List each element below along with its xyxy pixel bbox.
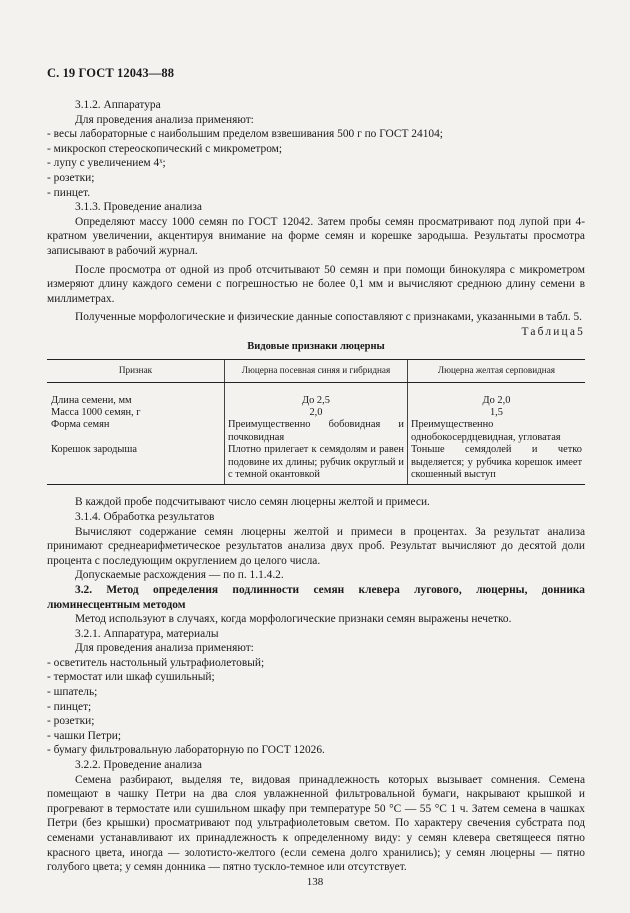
table-cell: Тоньше семядолей и четко выделяется; у рубчика корешок имеет скошенный выступ <box>407 444 585 485</box>
table-title: Видовые признаки люцерны <box>247 340 385 352</box>
list-item: - лупу с увеличением 4ˣ; <box>47 157 166 170</box>
intro-text: Для проведения анализа применяют: <box>75 642 254 655</box>
table-header-cell: Люцерна желтая серповидная <box>407 360 585 382</box>
paragraph: В каждой пробе подсчитывают число семян люцерны желтой и примеси. <box>75 496 430 509</box>
table-header-row <box>47 360 585 382</box>
list-item: - розетки; <box>47 171 95 184</box>
table-cell: Преимущественно однобокосердцевидная, угловатая <box>407 419 585 444</box>
section-title: 3.1.3. Проведение анализа <box>75 201 202 214</box>
table-header-cell: Признак <box>47 360 225 382</box>
table-cell: 2,0 <box>225 407 408 419</box>
list-item: - пинцет. <box>47 186 91 199</box>
page-header: С. 19 ГОСТ 12043—88 <box>47 66 175 80</box>
paragraph: Определяют массу 1000 семян по ГОСТ 12042. Затем пробы семян просматривают под лупой при 4-кратном увеличении, акцентируя внимание на форме семян и корешке зародыша. Результаты просмотра записывают в рабочий журнал. <box>47 215 585 257</box>
paragraph: Семена разбирают, выделяя те, видовая принадлежность которых вызывает сомнения. Семена помещают в чашку Петри на два слоя увлажненной фильтровальной бумаги, накрывают крышкой и прогревают в термостате или сушильном шкафу при температуре 50 °С — 55 °С 1 ч. Затем семена в чашках Петри (без крышки) просматривают под ультрафиолетовым светом. По характеру свечения субстрата под семенами устанавливают их принадлежность к определенному виду: у семян клевера светящееся пятно красного цвета, иногда — золотисто-желтого (если семена долго хранились); у семян люцерны — пятно голубого цвета; у семян донника — пятно тускло-темное или отсутствует. <box>47 773 585 874</box>
table-label: Таблица5 <box>521 325 585 338</box>
section-title: 3.1.2. Аппаратура <box>75 99 161 111</box>
list-item: - чашки Петри; <box>47 729 122 742</box>
paragraph: Полученные морфологические и физические данные сопоставляют с признаками, указанными в табл. 5. <box>75 311 583 324</box>
intro-text: Для проведения анализа применяют: <box>75 113 254 126</box>
section-heading: 3.2. Метод определения подлинности семян клевера лугового, люцерны, донника люминесцентным методом <box>47 583 585 611</box>
paragraph: Метод используют в случаях, когда морфологические признаки семян выражены нечетко. <box>75 613 512 626</box>
table-cell: Плотно прилегает к семядолям и равен подовине их длины; рубчик округлый и с темной окантовкой <box>225 444 408 485</box>
table-cell: 1,5 <box>407 407 585 419</box>
section-title: 3.2.1. Аппаратура, материалы <box>75 627 219 640</box>
species-traits-table <box>47 359 585 485</box>
table-cell: Масса 1000 семян, г <box>51 406 141 418</box>
paragraph: Допускаемые расхождения — по п. 1.1.4.2. <box>75 569 284 582</box>
table-cell: Форма семян <box>51 419 110 431</box>
list-item: - пинцет; <box>47 700 92 713</box>
table-row <box>47 395 585 407</box>
paragraph: После просмотра от одной из проб отсчитывают 50 семян и при помощи бинокуляра с микрометром измеряют длину каждого семени с погрешностью не более 0,1 мм и вычисляют среднюю длину семени в миллиметрах. <box>47 263 585 305</box>
list-item: - бумагу фильтровальную лабораторную по ГОСТ 12026. <box>47 744 325 757</box>
section-title: 3.1.4. Обработка результатов <box>75 510 215 523</box>
table-cell: До 2,5 <box>225 395 408 407</box>
paragraph: Вычисляют содержание семян люцерны желтой и примеси в процентах. За результат анализа принимают среднеарифметическое результатов анализа двух проб. Результат вычисляют до десятой доли процента с последующим округлением до целого числа. <box>47 525 585 567</box>
table-row <box>47 407 585 419</box>
table-row <box>47 444 585 485</box>
document-body <box>47 98 585 875</box>
table-cell: Преимущественно бобовидная и почковидная <box>225 419 408 444</box>
table-row <box>47 419 585 444</box>
list-item: - розетки; <box>47 715 95 728</box>
list-item: - осветитель настольный ультрафиолетовый; <box>47 656 265 669</box>
list-item: - весы лабораторные с наибольшим пределом взвешивания 500 г по ГОСТ 24104; <box>47 128 443 141</box>
section-title: 3.2.2. Проведение анализа <box>75 759 202 772</box>
table-cell: Корешок зародыша <box>47 444 225 485</box>
list-item: - шпатель; <box>47 686 98 699</box>
table-cell: До 2,0 <box>407 395 585 407</box>
table-cell: Длина семени, мм <box>51 394 132 406</box>
table-header-cell: Люцерна посевная синяя и гибридная <box>225 360 408 382</box>
list-item: - микроскоп стереоскопический с микрометром; <box>47 142 283 155</box>
page-number: 138 <box>306 876 324 888</box>
list-item: - термостат или шкаф сушильный; <box>47 671 215 684</box>
